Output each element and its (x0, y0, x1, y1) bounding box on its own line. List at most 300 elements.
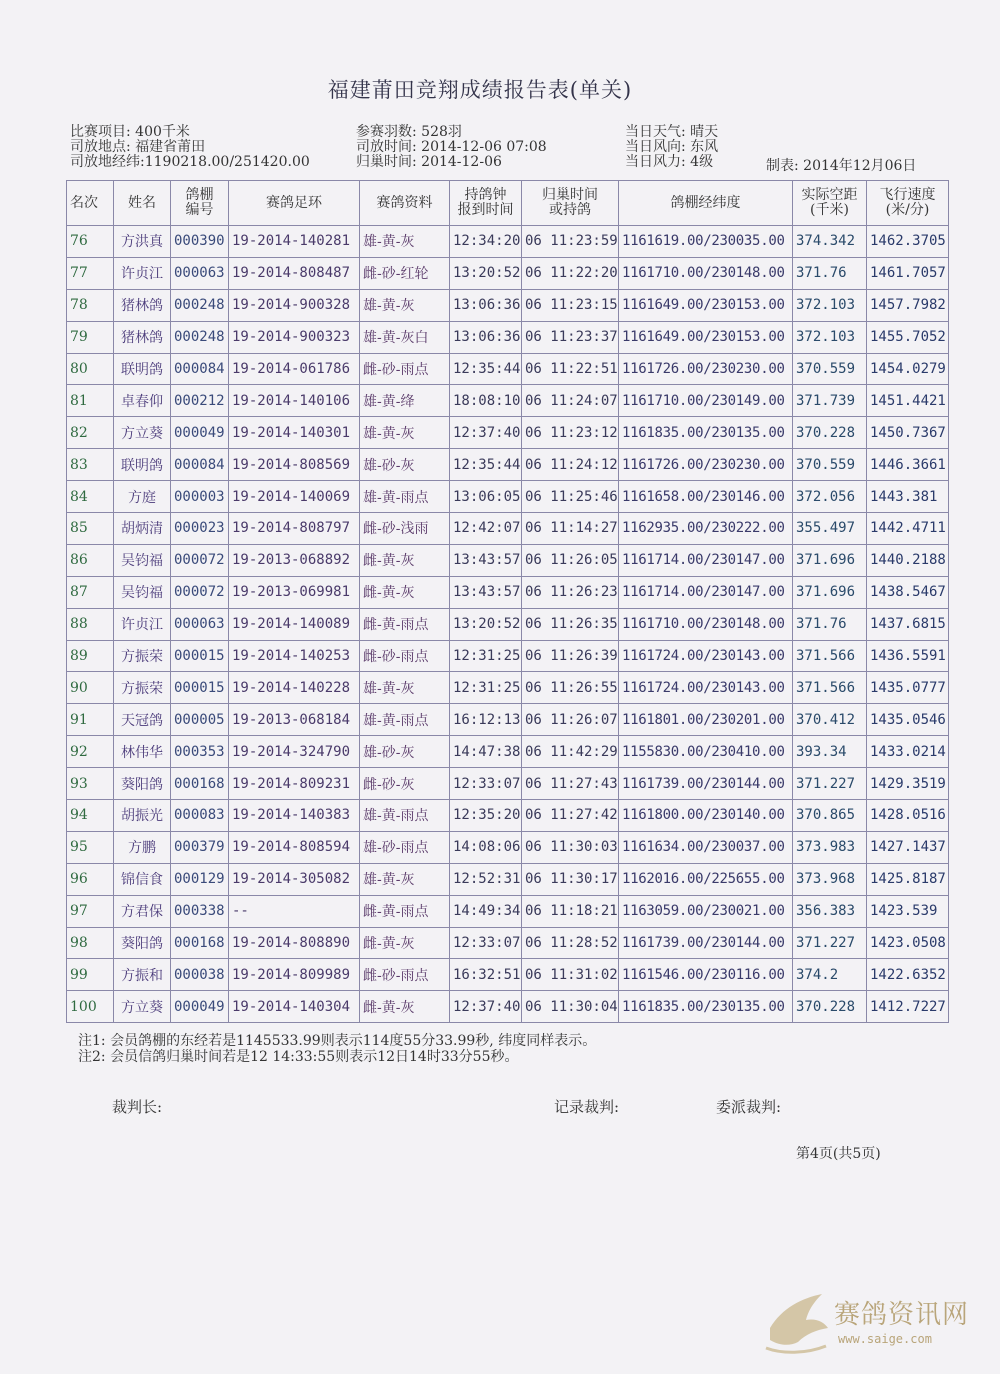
cell-pigeon-info: 雌-砂-雨点 (360, 640, 450, 672)
cell-clock-time: 12:31:25 (450, 672, 522, 704)
cell-loft-id: 000168 (171, 768, 229, 800)
cell-rank: 99 (67, 959, 114, 991)
cell-pigeon-info: 雌-砂-雨点 (360, 959, 450, 991)
table-row (67, 800, 949, 832)
watermark-url: www.saige.com (838, 1332, 932, 1346)
cell-loft-id: 000379 (171, 831, 229, 863)
cell-speed: 1442.4711 (867, 513, 949, 545)
header-ring: 赛鸽足环 (229, 181, 360, 226)
cell-distance: 370.559 (793, 449, 867, 481)
cell-speed: 1429.3519 (867, 768, 949, 800)
cell-speed: 1457.7982 (867, 289, 949, 321)
cell-pigeon-info: 雌-砂-雨点 (360, 353, 450, 385)
cell-ring: 19-2014-809231 (229, 768, 360, 800)
cell-rank: 87 (67, 576, 114, 608)
release-coordinates: 司放地经纬:1190218.00/251420.00 (70, 154, 310, 170)
cell-rank: 76 (67, 226, 114, 258)
cell-arrival-time: 06 11:31:02 (522, 959, 619, 991)
cell-loft-id: 000083 (171, 800, 229, 832)
cell-distance: 371.227 (793, 927, 867, 959)
table-row (67, 385, 949, 417)
cell-clock-time: 12:37:40 (450, 991, 522, 1023)
table-row (67, 576, 949, 608)
header-arrival-time: 归巢时间 或持鸽 (522, 181, 619, 226)
cell-distance: 370.228 (793, 417, 867, 449)
cell-arrival-time: 06 11:14:27 (522, 513, 619, 545)
assigned-referee-label: 委派裁判: (716, 1098, 782, 1116)
cell-loft-coordinates: 1161739.00/230144.00 (619, 927, 793, 959)
cell-loft-coordinates: 1163059.00/230021.00 (619, 895, 793, 927)
table-row (67, 736, 949, 768)
cell-ring: 19-2013-068892 (229, 544, 360, 576)
cell-name: 胡炳清 (114, 513, 171, 545)
watermark-text: 赛鸽资讯网 (834, 1300, 970, 1330)
cell-distance: 374.2 (793, 959, 867, 991)
cell-loft-coordinates: 1161714.00/230147.00 (619, 576, 793, 608)
cell-loft-id: 000023 (171, 513, 229, 545)
cell-name: 卓春仰 (114, 385, 171, 417)
cell-clock-time: 16:12:13 (450, 704, 522, 736)
cell-arrival-time: 06 11:25:46 (522, 481, 619, 513)
cell-loft-coordinates: 1161726.00/230230.00 (619, 449, 793, 481)
cell-ring: 19-2014-808594 (229, 831, 360, 863)
cell-name: 方庭 (114, 481, 171, 513)
cell-name: 吴钧福 (114, 576, 171, 608)
cell-speed: 1454.0279 (867, 353, 949, 385)
cell-loft-coordinates: 1155830.00/230410.00 (619, 736, 793, 768)
cell-name: 方立葵 (114, 417, 171, 449)
cell-loft-coordinates: 1161726.00/230230.00 (619, 353, 793, 385)
cell-rank: 95 (67, 831, 114, 863)
cell-speed: 1433.0214 (867, 736, 949, 768)
cell-arrival-time: 06 11:27:43 (522, 768, 619, 800)
cell-speed: 1451.4421 (867, 385, 949, 417)
header-distance: 实际空距 (千米) (793, 181, 867, 226)
cell-pigeon-info: 雄-黄-雨点 (360, 704, 450, 736)
table-row (67, 226, 949, 258)
cell-distance: 371.739 (793, 385, 867, 417)
cell-pigeon-info: 雌-黄-灰 (360, 576, 450, 608)
cell-clock-time: 13:20:52 (450, 608, 522, 640)
cell-name: 葵阳鸽 (114, 768, 171, 800)
cell-clock-time: 13:43:57 (450, 576, 522, 608)
results-table (66, 180, 949, 1023)
cell-pigeon-info: 雌-黄-灰 (360, 544, 450, 576)
info-column-3 (625, 125, 718, 170)
info-column-2 (356, 125, 547, 170)
cell-arrival-time: 06 11:24:07 (522, 385, 619, 417)
cell-loft-coordinates: 1161710.00/230149.00 (619, 385, 793, 417)
cell-ring: 19-2014-140383 (229, 800, 360, 832)
cell-name: 天冠鸽 (114, 704, 171, 736)
header-loft-coordinates: 鸽棚经纬度 (619, 181, 793, 226)
cell-speed: 1443.381 (867, 481, 949, 513)
cell-arrival-time: 06 11:42:29 (522, 736, 619, 768)
cell-distance: 370.559 (793, 353, 867, 385)
table-row (67, 672, 949, 704)
cell-name: 方洪真 (114, 226, 171, 258)
cell-loft-id: 000084 (171, 449, 229, 481)
table-header-row (67, 181, 949, 226)
cell-distance: 371.696 (793, 544, 867, 576)
cell-loft-coordinates: 1161835.00/230135.00 (619, 417, 793, 449)
table-row (67, 768, 949, 800)
cell-name: 方立葵 (114, 991, 171, 1023)
cell-clock-time: 12:34:20 (450, 226, 522, 258)
cell-distance: 371.76 (793, 608, 867, 640)
table-row (67, 863, 949, 895)
cell-distance: 374.342 (793, 226, 867, 258)
cell-ring: 19-2014-140304 (229, 991, 360, 1023)
cell-distance: 372.056 (793, 481, 867, 513)
cell-loft-id: 000003 (171, 481, 229, 513)
cell-pigeon-info: 雌-砂-灰 (360, 768, 450, 800)
cell-loft-coordinates: 1161801.00/230201.00 (619, 704, 793, 736)
cell-arrival-time: 06 11:28:52 (522, 927, 619, 959)
cell-pigeon-info: 雄-黄-灰 (360, 417, 450, 449)
cell-pigeon-info: 雄-砂-灰 (360, 449, 450, 481)
cell-arrival-time: 06 11:23:12 (522, 417, 619, 449)
cell-arrival-time: 06 11:23:59 (522, 226, 619, 258)
cell-speed: 1450.7367 (867, 417, 949, 449)
cell-pigeon-info: 雄-砂-灰 (360, 736, 450, 768)
cell-ring: 19-2014-808890 (229, 927, 360, 959)
info-column-1 (70, 125, 310, 170)
cell-distance: 393.34 (793, 736, 867, 768)
cell-ring: 19-2014-305082 (229, 863, 360, 895)
table-row (67, 353, 949, 385)
cell-arrival-time: 06 11:22:51 (522, 353, 619, 385)
cell-distance: 371.696 (793, 576, 867, 608)
table-row (67, 257, 949, 289)
cell-ring: 19-2013-069981 (229, 576, 360, 608)
cell-clock-time: 16:32:51 (450, 959, 522, 991)
cell-arrival-time: 06 11:24:12 (522, 449, 619, 481)
cell-name: 吴钧福 (114, 544, 171, 576)
note-1: 注1: 会员鸽棚的东经若是1145533.99则表示114度55分33.99秒, 纬度同样表示。 (78, 1033, 597, 1049)
wind-direction: 当日风向: 东风 (625, 139, 719, 155)
cell-loft-id: 000248 (171, 321, 229, 353)
cell-loft-coordinates: 1161724.00/230143.00 (619, 640, 793, 672)
table-row (67, 481, 949, 513)
cell-ring: 19-2014-140301 (229, 417, 360, 449)
cell-loft-id: 000005 (171, 704, 229, 736)
cell-rank: 81 (67, 385, 114, 417)
cell-loft-id: 000129 (171, 863, 229, 895)
cell-rank: 79 (67, 321, 114, 353)
cell-pigeon-info: 雄-黄-雨点 (360, 800, 450, 832)
cell-ring: 19-2014-140253 (229, 640, 360, 672)
cell-arrival-time: 06 11:23:15 (522, 289, 619, 321)
cell-ring: 19-2014-140089 (229, 608, 360, 640)
cell-clock-time: 12:35:20 (450, 800, 522, 832)
header-pigeon-info: 赛鸽资料 (360, 181, 450, 226)
cell-ring: 19-2014-900323 (229, 321, 360, 353)
cell-loft-coordinates: 1161658.00/230146.00 (619, 481, 793, 513)
cell-loft-id: 000390 (171, 226, 229, 258)
cell-loft-coordinates: 1161739.00/230144.00 (619, 768, 793, 800)
cell-name: 猪林鸽 (114, 321, 171, 353)
cell-speed: 1455.7052 (867, 321, 949, 353)
chief-referee-label: 裁判长: (112, 1098, 163, 1116)
cell-name: 葵阳鸽 (114, 927, 171, 959)
cell-ring: 19-2014-140106 (229, 385, 360, 417)
header-loft-id: 鸽棚 编号 (171, 181, 229, 226)
cell-distance: 355.497 (793, 513, 867, 545)
cell-loft-id: 000049 (171, 417, 229, 449)
cell-clock-time: 12:35:44 (450, 353, 522, 385)
release-time: 司放时间: 2014-12-06 07:08 (356, 139, 547, 155)
cell-distance: 356.383 (793, 895, 867, 927)
cell-loft-id: 000015 (171, 640, 229, 672)
cell-pigeon-info: 雄-黄-雨点 (360, 481, 450, 513)
cell-rank: 97 (67, 895, 114, 927)
cell-distance: 371.227 (793, 768, 867, 800)
cell-pigeon-info: 雌-黄-雨点 (360, 895, 450, 927)
cell-pigeon-info: 雌-黄-雨点 (360, 608, 450, 640)
cell-rank: 92 (67, 736, 114, 768)
cell-arrival-time: 06 11:18:21 (522, 895, 619, 927)
cell-arrival-time: 06 11:30:04 (522, 991, 619, 1023)
cell-speed: 1440.2188 (867, 544, 949, 576)
cell-ring: 19-2014-140281 (229, 226, 360, 258)
table-row (67, 927, 949, 959)
cell-rank: 78 (67, 289, 114, 321)
table-row (67, 608, 949, 640)
cell-name: 许贞江 (114, 257, 171, 289)
cell-arrival-time: 06 11:26:55 (522, 672, 619, 704)
notes (78, 1033, 596, 1065)
cell-rank: 86 (67, 544, 114, 576)
cell-speed: 1423.0508 (867, 927, 949, 959)
cell-loft-id: 000248 (171, 289, 229, 321)
cell-name: 联明鸽 (114, 449, 171, 481)
cell-speed: 1422.6352 (867, 959, 949, 991)
cell-loft-coordinates: 1161649.00/230153.00 (619, 289, 793, 321)
cell-pigeon-info: 雄-黄-灰 (360, 672, 450, 704)
cell-name: 方鹏 (114, 831, 171, 863)
cell-clock-time: 12:33:07 (450, 768, 522, 800)
cell-loft-id: 000063 (171, 608, 229, 640)
cell-distance: 371.76 (793, 257, 867, 289)
cell-pigeon-info: 雄-黄-灰白 (360, 321, 450, 353)
cell-loft-coordinates: 1161546.00/230116.00 (619, 959, 793, 991)
table-row (67, 289, 949, 321)
cell-name: 林伟华 (114, 736, 171, 768)
cell-rank: 84 (67, 481, 114, 513)
cell-pigeon-info: 雄-黄-灰 (360, 863, 450, 895)
table-body (67, 226, 949, 1023)
cell-distance: 370.228 (793, 991, 867, 1023)
cell-name: 锦信食 (114, 863, 171, 895)
cell-ring: 19-2014-140069 (229, 481, 360, 513)
cell-rank: 89 (67, 640, 114, 672)
cell-rank: 96 (67, 863, 114, 895)
cell-distance: 371.566 (793, 672, 867, 704)
cell-pigeon-info: 雄-黄-绛 (360, 385, 450, 417)
cell-loft-coordinates: 1161724.00/230143.00 (619, 672, 793, 704)
cell-loft-coordinates: 1162016.00/225655.00 (619, 863, 793, 895)
cell-ring: 19-2014-808487 (229, 257, 360, 289)
cell-loft-id: 000072 (171, 544, 229, 576)
table-row (67, 513, 949, 545)
cell-name: 方振和 (114, 959, 171, 991)
table-row (67, 831, 949, 863)
cell-rank: 80 (67, 353, 114, 385)
cell-rank: 98 (67, 927, 114, 959)
table-row (67, 417, 949, 449)
cell-ring: 19-2014-900328 (229, 289, 360, 321)
cell-clock-time: 18:08:10 (450, 385, 522, 417)
cell-ring: 19-2014-140228 (229, 672, 360, 704)
cell-rank: 83 (67, 449, 114, 481)
cell-arrival-time: 06 11:27:42 (522, 800, 619, 832)
cell-clock-time: 12:42:07 (450, 513, 522, 545)
cell-clock-time: 12:31:25 (450, 640, 522, 672)
cell-loft-coordinates: 1161800.00/230140.00 (619, 800, 793, 832)
pigeon-logo-icon (762, 1288, 834, 1358)
cell-pigeon-info: 雌-黄-灰 (360, 927, 450, 959)
cell-clock-time: 14:08:06 (450, 831, 522, 863)
cell-speed: 1412.7227 (867, 991, 949, 1023)
cell-clock-time: 14:47:38 (450, 736, 522, 768)
cell-ring: 19-2014-808797 (229, 513, 360, 545)
cell-speed: 1423.539 (867, 895, 949, 927)
cell-pigeon-info: 雌-砂-浅雨 (360, 513, 450, 545)
made-date: 制表: 2014年12月06日 (766, 158, 917, 174)
cell-rank: 100 (67, 991, 114, 1023)
cell-clock-time: 13:06:36 (450, 321, 522, 353)
table-row (67, 321, 949, 353)
cell-clock-time: 12:37:40 (450, 417, 522, 449)
cell-speed: 1425.8187 (867, 863, 949, 895)
cell-loft-id: 000038 (171, 959, 229, 991)
cell-speed: 1435.0546 (867, 704, 949, 736)
cell-clock-time: 12:35:44 (450, 449, 522, 481)
cell-clock-time: 13:43:57 (450, 544, 522, 576)
cell-loft-coordinates: 1161710.00/230148.00 (619, 257, 793, 289)
cell-pigeon-info: 雄-黄-灰 (360, 226, 450, 258)
cell-arrival-time: 06 11:26:07 (522, 704, 619, 736)
table-row (67, 640, 949, 672)
cell-pigeon-info: 雌-黄-灰 (360, 991, 450, 1023)
cell-loft-id: 000072 (171, 576, 229, 608)
cell-arrival-time: 06 11:30:17 (522, 863, 619, 895)
cell-clock-time: 13:06:05 (450, 481, 522, 513)
table-row (67, 449, 949, 481)
cell-rank: 91 (67, 704, 114, 736)
cell-ring: 19-2014-061786 (229, 353, 360, 385)
cell-loft-coordinates: 1161835.00/230135.00 (619, 991, 793, 1023)
recording-referee-label: 记录裁判: (554, 1098, 620, 1116)
cell-loft-coordinates: 1161634.00/230037.00 (619, 831, 793, 863)
cell-distance: 372.103 (793, 289, 867, 321)
cell-arrival-time: 06 11:26:35 (522, 608, 619, 640)
cell-loft-id: 000353 (171, 736, 229, 768)
cell-rank: 85 (67, 513, 114, 545)
cell-speed: 1437.6815 (867, 608, 949, 640)
cell-speed: 1428.0516 (867, 800, 949, 832)
table-row (67, 991, 949, 1023)
cell-distance: 372.103 (793, 321, 867, 353)
cell-name: 许贞江 (114, 608, 171, 640)
table-row (67, 704, 949, 736)
table-row (67, 959, 949, 991)
cell-loft-id: 000049 (171, 991, 229, 1023)
table-row (67, 544, 949, 576)
wind-force: 当日风力: 4级 (625, 154, 714, 170)
cell-speed: 1461.7057 (867, 257, 949, 289)
cell-rank: 82 (67, 417, 114, 449)
cell-clock-time: 13:06:36 (450, 289, 522, 321)
cell-arrival-time: 06 11:26:23 (522, 576, 619, 608)
cell-clock-time: 13:20:52 (450, 257, 522, 289)
cell-ring: -- (229, 895, 360, 927)
cell-loft-coordinates: 1162935.00/230222.00 (619, 513, 793, 545)
cell-distance: 373.983 (793, 831, 867, 863)
cell-clock-time: 12:52:31 (450, 863, 522, 895)
cell-arrival-time: 06 11:22:20 (522, 257, 619, 289)
cell-speed: 1427.1437 (867, 831, 949, 863)
cell-speed: 1438.5467 (867, 576, 949, 608)
cell-clock-time: 14:49:34 (450, 895, 522, 927)
cell-loft-id: 000168 (171, 927, 229, 959)
cell-name: 方振荣 (114, 640, 171, 672)
cell-rank: 94 (67, 800, 114, 832)
cell-loft-coordinates: 1161710.00/230148.00 (619, 608, 793, 640)
header-speed: 飞行速度 (米/分) (867, 181, 949, 226)
cell-arrival-time: 06 11:26:39 (522, 640, 619, 672)
cell-rank: 93 (67, 768, 114, 800)
header-name: 姓名 (114, 181, 171, 226)
watermark (762, 1288, 970, 1360)
cell-loft-id: 000338 (171, 895, 229, 927)
cell-arrival-time: 06 11:26:05 (522, 544, 619, 576)
cell-rank: 77 (67, 257, 114, 289)
cell-speed: 1446.3661 (867, 449, 949, 481)
header-rank: 名次 (67, 181, 114, 226)
cell-pigeon-info: 雄-砂-雨点 (360, 831, 450, 863)
cell-name: 方振荣 (114, 672, 171, 704)
cell-name: 方君保 (114, 895, 171, 927)
cell-loft-id: 000015 (171, 672, 229, 704)
cell-ring: 19-2014-809989 (229, 959, 360, 991)
cell-ring: 19-2014-324790 (229, 736, 360, 768)
cell-rank: 88 (67, 608, 114, 640)
table-row (67, 895, 949, 927)
cell-ring: 19-2013-068184 (229, 704, 360, 736)
cell-loft-coordinates: 1161619.00/230035.00 (619, 226, 793, 258)
cell-loft-id: 000212 (171, 385, 229, 417)
report-title: 福建莆田竞翔成绩报告表(单关) (327, 78, 633, 102)
cell-pigeon-info: 雄-黄-灰 (360, 289, 450, 321)
header-clock-time: 持鸽钟 报到时间 (450, 181, 522, 226)
entry-count: 参赛羽数: 528羽 (356, 124, 462, 140)
cell-distance: 373.968 (793, 863, 867, 895)
cell-loft-coordinates: 1161714.00/230147.00 (619, 544, 793, 576)
cell-name: 联明鸽 (114, 353, 171, 385)
cell-speed: 1435.0777 (867, 672, 949, 704)
cell-rank: 90 (67, 672, 114, 704)
cell-pigeon-info: 雌-砂-红轮 (360, 257, 450, 289)
note-2: 注2: 会员信鸽归巢时间若是12 14:33:55则表示12日14时33分55秒。 (78, 1049, 519, 1065)
cell-name: 胡振光 (114, 800, 171, 832)
return-time: 归巢时间: 2014-12-06 (356, 154, 502, 170)
page-number: 第4页(共5页) (796, 1146, 881, 1162)
cell-arrival-time: 06 11:30:03 (522, 831, 619, 863)
cell-ring: 19-2014-808569 (229, 449, 360, 481)
cell-speed: 1436.5591 (867, 640, 949, 672)
